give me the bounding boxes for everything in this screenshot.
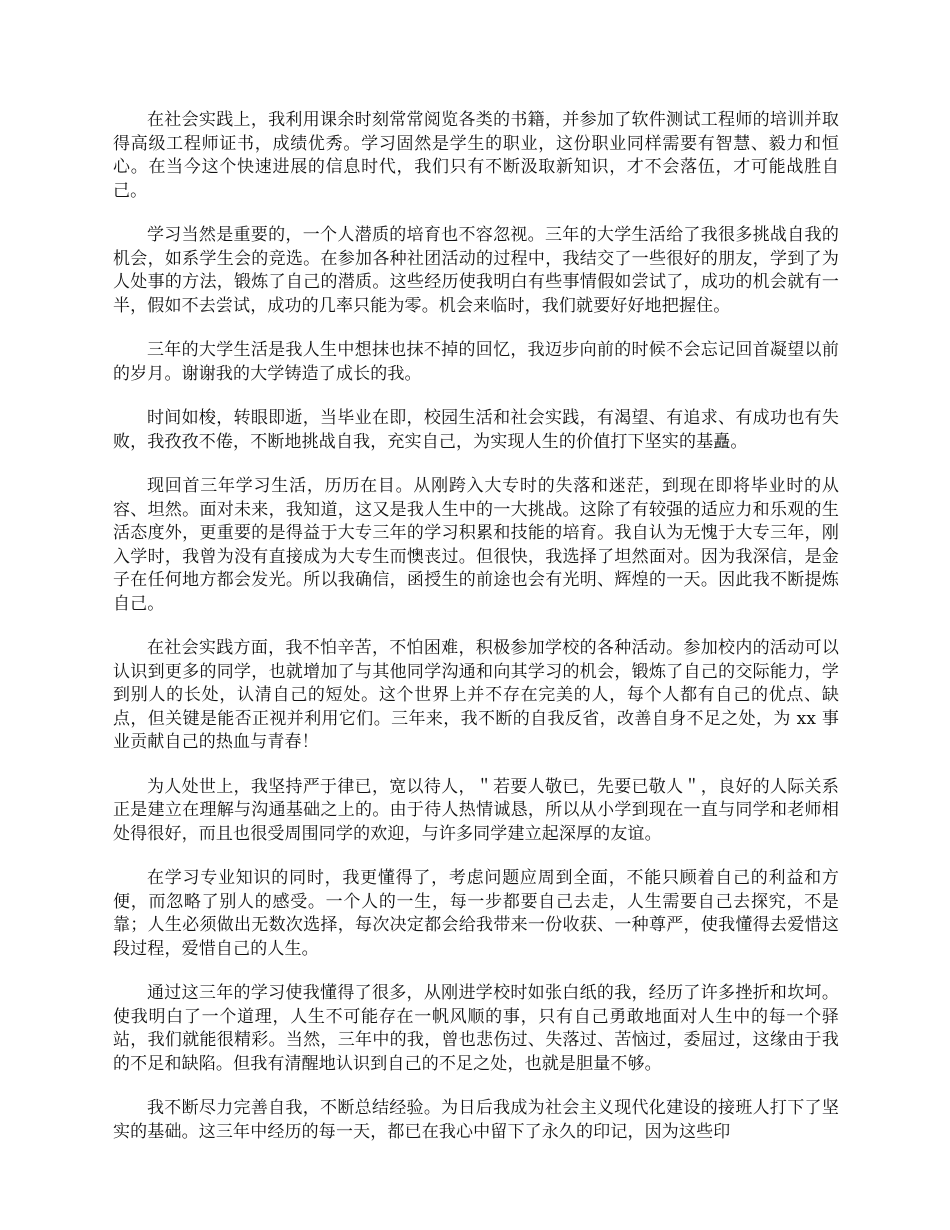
paragraph-7: 为人处世上，我坚持严于律已，宽以待人，＂若要人敬已，先要已敬人＂，良好的人际关系正是建立在理解与沟通基础之上的。由于待人热情诚恳，所以从小学到现在一直与同学和老师相处得很好，而且也很受周围同学的欢迎，与许多同学建立起深厚的友谊。 xyxy=(113,776,839,844)
paragraph-5: 现回首三年学习生活，历历在目。从刚跨入大专时的失落和迷茫，到现在即将毕业时的从容、坦然。面对未来，我知道，这又是我人生中的一大挑战。这除了有较强的适应力和乐观的生活态度外，更重要的是得益于大专三年的学习积累和技能的培育。我自认为无愧于大专三年，刚入学时，我曾为没有直接成为大专生而懊丧过。但很快，我选择了坦然面对。因为我深信，是金子在任何地方都会发光。所以我确信，函授生的前途也会有光明、辉煌的一天。因此我不断提炼自己。 xyxy=(113,476,839,614)
paragraph-10: 我不断尽力完善自我，不断总结经验。为日后我成为社会主义现代化建设的接班人打下了坚实的基础。这三年中经历的每一天，都已在我心中留下了永久的印记，因为这些印 xyxy=(113,1098,839,1142)
paragraph-4: 时间如梭，转眼即逝，当毕业在即，校园生活和社会实践，有渴望、有追求、有成功也有失败，我孜孜不倦，不断地挑战自我，充实自己，为实现人生的价值打下坚实的基矗。 xyxy=(113,408,839,452)
paragraph-3: 三年的大学生活是我人生中想抹也抹不掉的回忆，我迈步向前的时候不会忘记回首凝望以前的岁月。谢谢我的大学铸造了成长的我。 xyxy=(113,340,839,384)
paragraph-2: 学习当然是重要的，一个人潜质的培育也不容忽视。三年的大学生活给了我很多挑战自我的机会，如系学生会的竞选。在参加各种社团活动的过程中，我结交了一些很好的朋友，学到了为人处事的方法，锻炼了自己的潜质。这些经历使我明白有些事情假如尝试了，成功的机会就有一半，假如不去尝试，成功的几率只能为零。机会来临时，我们就要好好地把握住。 xyxy=(113,225,839,316)
paragraph-8: 在学习专业知识的同时，我更懂得了，考虑问题应周到全面，不能只顾着自己的利益和方便，而忽略了别人的感受。一个人的一生，每一步都要自己去走，人生需要自己去探究，不是靠；人生必须做出无数次选择，每次决定都会给我带来一份收获、一种尊严，使我懂得去爱惜这段过程，爱惜自己的人生。 xyxy=(113,868,839,959)
paragraph-6: 在社会实践方面，我不怕辛苦，不怕困难，积极参加学校的各种活动。参加校内的活动可以认识到更多的同学，也就增加了与其他同学沟通和向其学习的机会，锻炼了自己的交际能力，学到别人的长处，认清自己的短处。这个世界上并不存在完美的人，每个人都有自己的优点、缺点，但关键是能否正视并利用它们。三年来，我不断的自我反省，改善自身不足之处，为 xx 事业贡献自己的热血与青春！ xyxy=(113,638,839,752)
paragraph-9: 通过这三年的学习使我懂得了很多，从刚进学校时如张白纸的我，经历了许多挫折和坎坷。使我明白了一个道理，人生不可能存在一帆风顺的事，只有自己勇敢地面对人生中的每一个驿站，我们就能很精彩。当然，三年中的我，曾也悲伤过、失落过、苦恼过，委屈过，这缘由于我的不足和缺陷。但我有清醒地认识到自己的不足之处，也就是胆量不够。 xyxy=(113,983,839,1074)
paragraph-1: 在社会实践上，我利用课余时刻常常阅览各类的书籍，并参加了软件测试工程师的培训并取得高级工程师证书，成绩优秀。学习固然是学生的职业，这份职业同样需要有智慧、毅力和恒心。在当今这个快速进展的信息时代，我们只有不断汲取新知识，才不会落伍，才可能战胜自己。 xyxy=(113,110,839,201)
document-body xyxy=(113,109,839,1165)
